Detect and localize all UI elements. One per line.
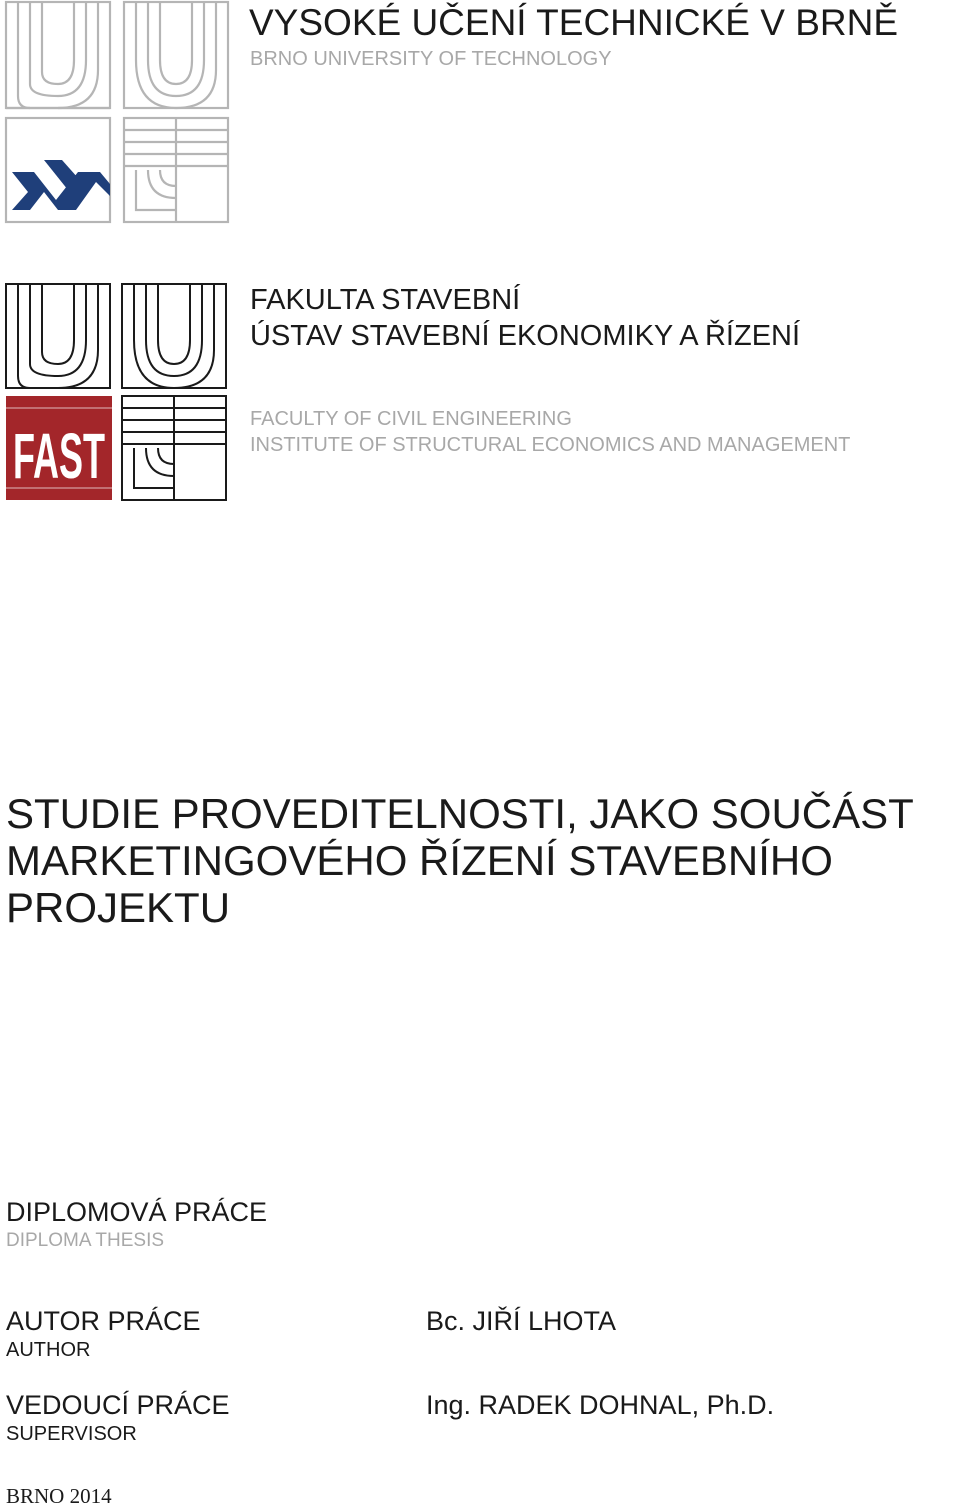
supervisor-name: Ing. RADEK DOHNAL, Ph.D. [426,1390,775,1420]
faculty-block-cz [250,282,800,354]
author-label-cz: AUTOR PRÁCE [6,1306,201,1336]
university-name-cz: VYSOKÉ UČENÍ TECHNICKÉ V BRNĚ [249,2,899,43]
thesis-type-en: DIPLOMA THESIS [6,1230,165,1251]
thesis-title-line: MARKETINGOVÉHO ŘÍZENÍ STAVEBNÍHO [6,837,833,884]
svg-text:FAST: FAST [13,420,105,492]
place-and-year: BRNO 2014 [6,1484,112,1508]
thesis-title [6,790,946,931]
author-label-en: AUTHOR [6,1339,91,1361]
author-name: Bc. JIŘÍ LHOTA [426,1306,617,1336]
institute-name-en: INSTITUTE OF STRUCTURAL ECONOMICS AND MANAGEMENT [250,434,851,456]
supervisor-label-cz: VEDOUCÍ PRÁCE [6,1390,230,1420]
institute-name-cz: ÚSTAV STAVEBNÍ EKONOMIKY A ŘÍZENÍ [250,320,801,352]
faculty-logo [4,282,230,504]
faculty-block-en [250,406,850,458]
university-name-en: BRNO UNIVERSITY OF TECHNOLOGY [250,48,612,70]
faculty-name-en: FACULTY OF CIVIL ENGINEERING [250,408,572,430]
supervisor-label-en: SUPERVISOR [6,1423,137,1445]
thesis-title-line: PROJEKTU [6,884,231,931]
thesis-title-line: STUDIE PROVEDITELNOSTI, JAKO SOUČÁST [6,790,914,837]
university-logo [4,0,230,226]
thesis-type-cz: DIPLOMOVÁ PRÁCE [6,1197,268,1227]
faculty-name-cz: FAKULTA STAVEBNÍ [250,284,521,316]
